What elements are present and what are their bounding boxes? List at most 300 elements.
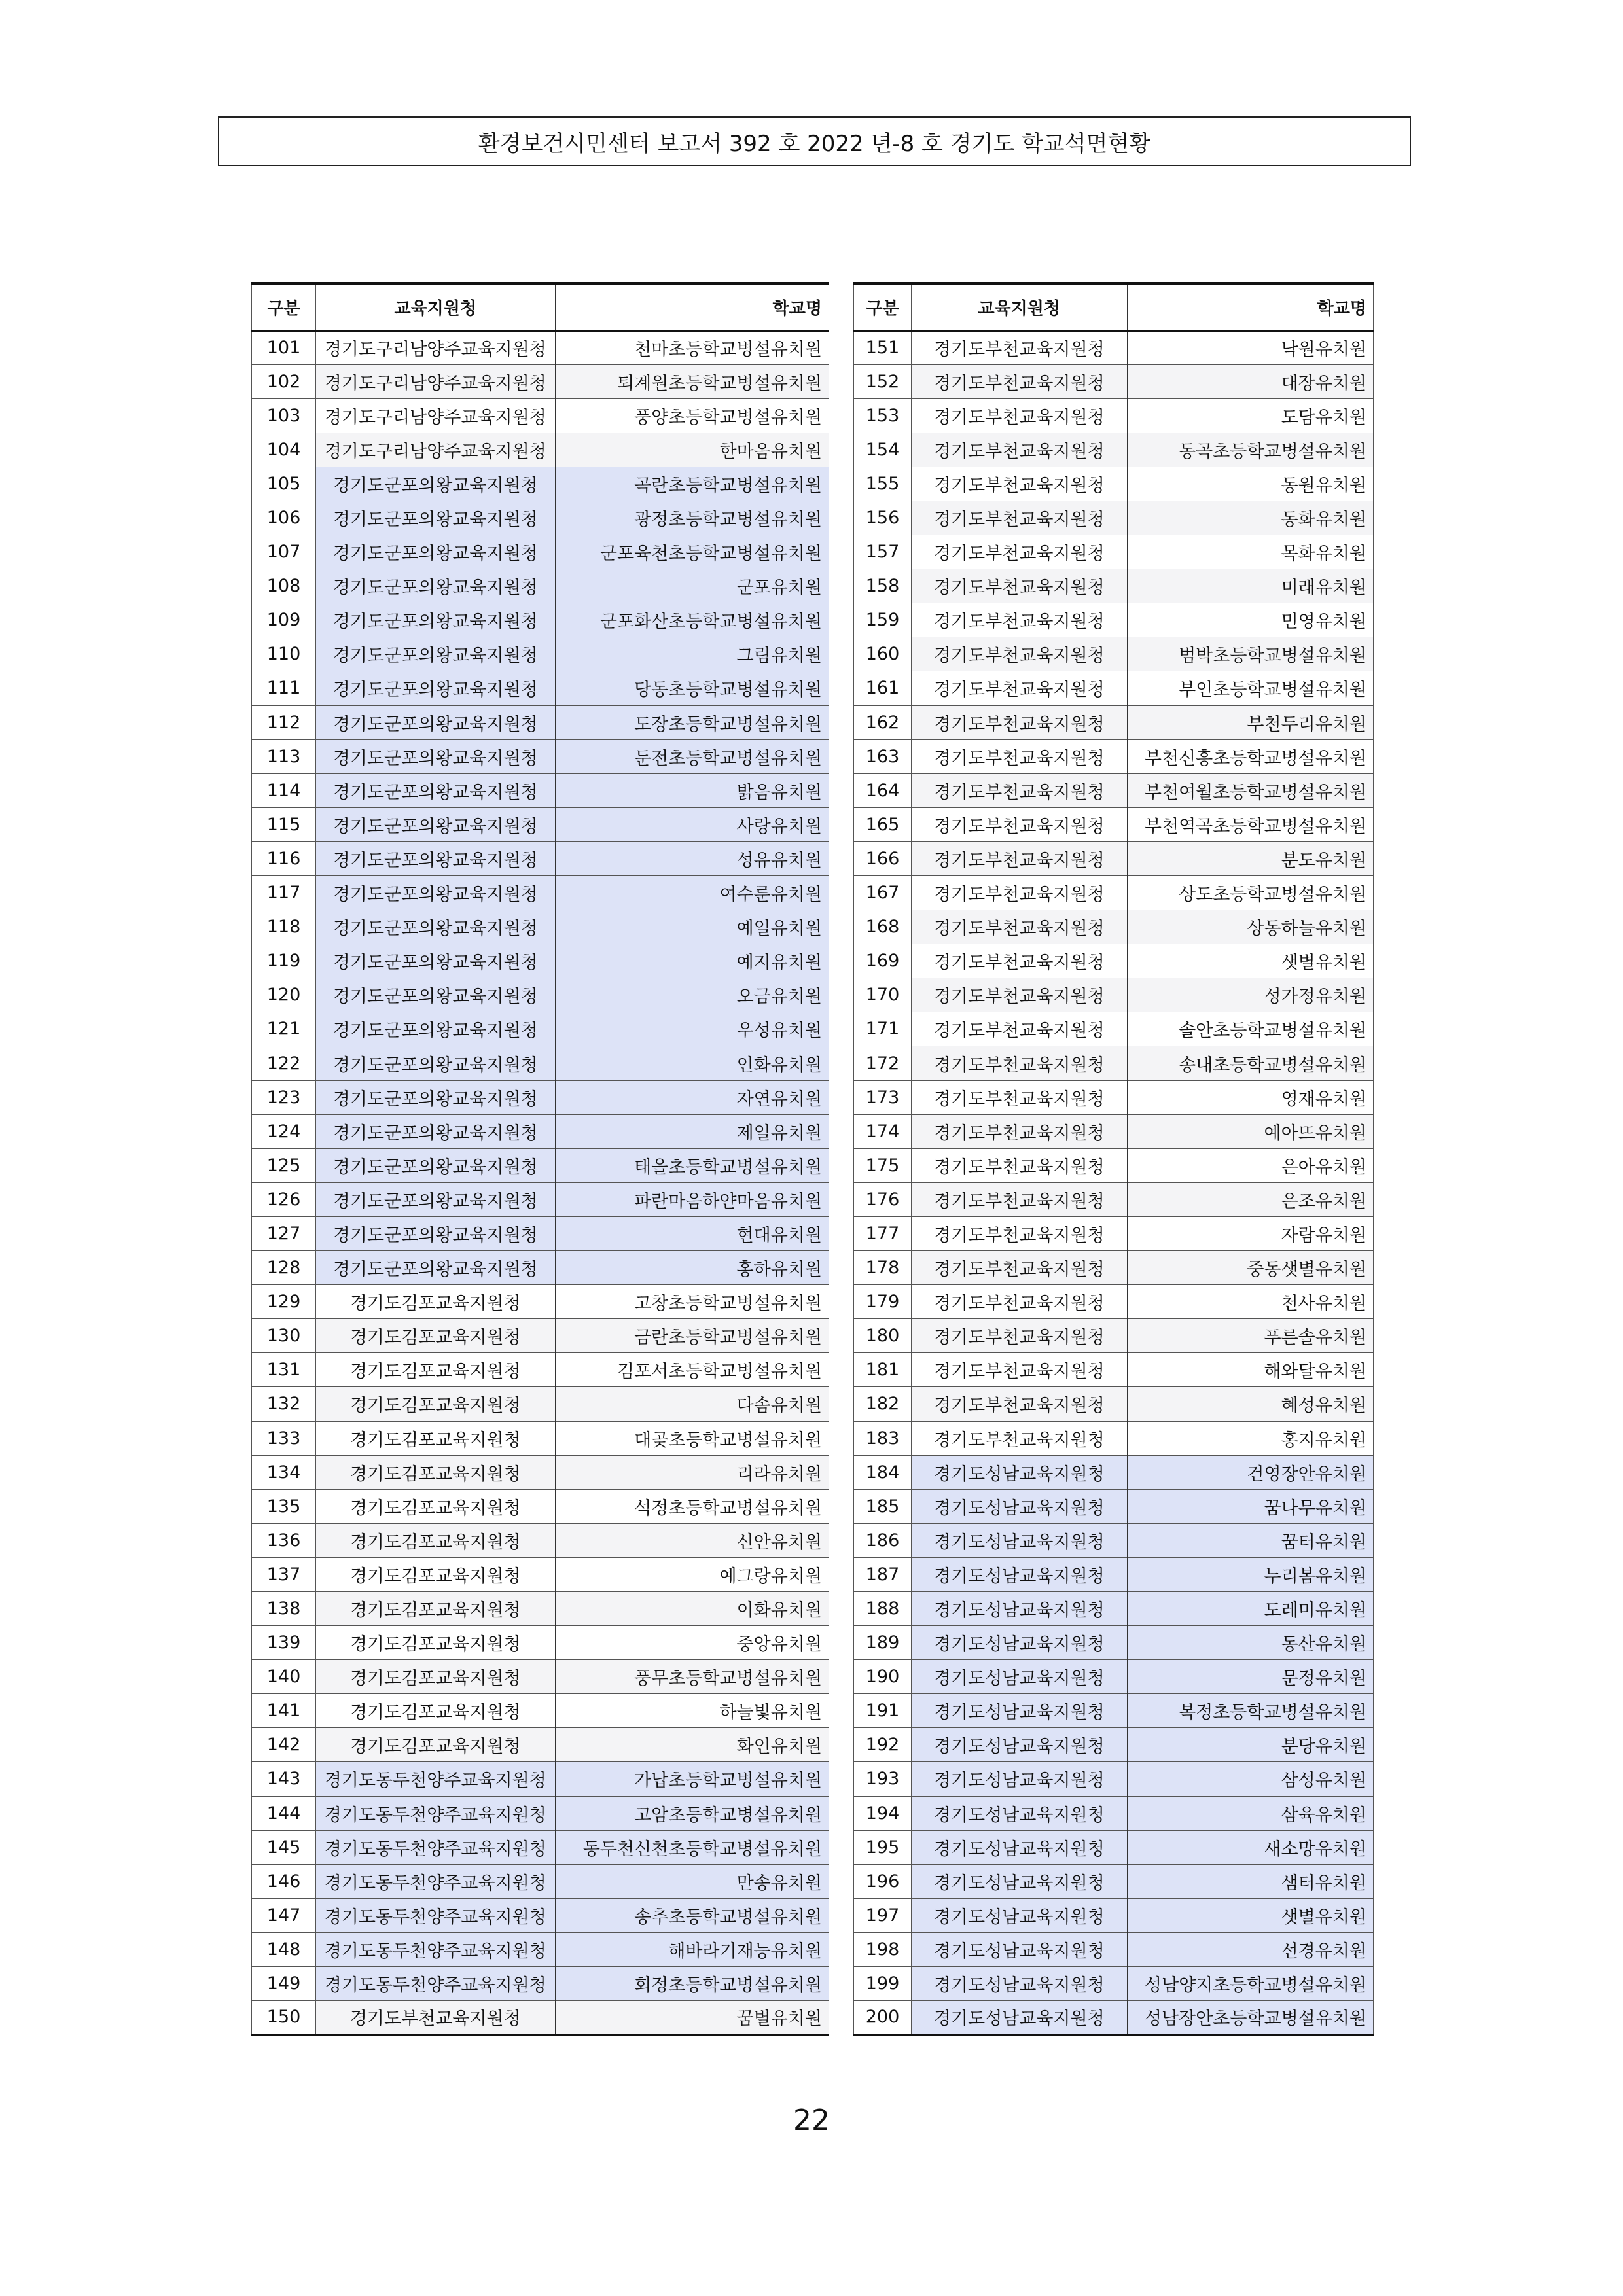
table-row (854, 1660, 1374, 1694)
row-school: 도담유치원 (1128, 398, 1374, 433)
table-row (854, 1012, 1374, 1046)
table-row (252, 944, 829, 978)
row-number: 152 (854, 364, 912, 398)
row-office: 경기도부천교육지원청 (912, 671, 1128, 705)
table-row (854, 671, 1374, 705)
row-number: 196 (854, 1864, 912, 1898)
row-number: 164 (854, 773, 912, 807)
row-school: 송추초등학교병설유치원 (556, 1898, 829, 1932)
row-office: 경기도성남교육지원청 (912, 1932, 1128, 1966)
row-school: 당동초등학교병설유치원 (556, 671, 829, 705)
row-number: 185 (854, 1489, 912, 1523)
row-school: 인화유치원 (556, 1046, 829, 1080)
row-school: 복정초등학교병설유치원 (1128, 1694, 1374, 1728)
row-school: 솔안초등학교병설유치원 (1128, 1012, 1374, 1046)
row-school: 문정유치원 (1128, 1660, 1374, 1694)
row-number: 188 (854, 1591, 912, 1625)
row-number: 123 (252, 1080, 316, 1114)
table-row (854, 1489, 1374, 1523)
row-school: 그림유치원 (556, 637, 829, 671)
row-office: 경기도군포의왕교육지원청 (316, 944, 556, 978)
table-row (854, 1728, 1374, 1762)
table-row (252, 1285, 829, 1319)
row-number: 141 (252, 1694, 316, 1728)
row-office: 경기도성남교육지원청 (912, 1898, 1128, 1932)
table-row (252, 1353, 829, 1387)
row-number: 180 (854, 1319, 912, 1353)
table-row (854, 1114, 1374, 1148)
row-office: 경기도부천교육지원청 (912, 739, 1128, 773)
row-number: 130 (252, 1319, 316, 1353)
row-number: 174 (854, 1114, 912, 1148)
row-school: 여수룬유치원 (556, 876, 829, 910)
table-row (854, 398, 1374, 433)
row-office: 경기도동두천양주교육지원청 (316, 1762, 556, 1796)
row-office: 경기도부천교육지원청 (912, 603, 1128, 637)
school-table-left (251, 282, 829, 2036)
row-school: 오금유치원 (556, 978, 829, 1012)
row-office: 경기도부천교육지원청 (912, 1353, 1128, 1387)
row-number: 138 (252, 1591, 316, 1625)
table-row (854, 1796, 1374, 1830)
row-number: 118 (252, 910, 316, 944)
table-row (252, 1898, 829, 1932)
row-office: 경기도군포의왕교육지원청 (316, 773, 556, 807)
row-number: 150 (252, 2001, 316, 2035)
page-number: 22 (793, 2104, 830, 2137)
row-office: 경기도성남교육지원청 (912, 1455, 1128, 1489)
row-office: 경기도군포의왕교육지원청 (316, 637, 556, 671)
row-school: 대곶초등학교병설유치원 (556, 1421, 829, 1455)
row-number: 128 (252, 1251, 316, 1285)
row-number: 159 (854, 603, 912, 637)
row-office: 경기도김포교육지원청 (316, 1591, 556, 1625)
table-row (252, 1455, 829, 1489)
table-row (854, 1046, 1374, 1080)
table-row (252, 467, 829, 501)
row-school: 신안유치원 (556, 1523, 829, 1557)
row-school: 영재유치원 (1128, 1080, 1374, 1114)
row-number: 112 (252, 705, 316, 739)
row-office: 경기도부천교육지원청 (912, 398, 1128, 433)
row-school: 다솜유치원 (556, 1387, 829, 1421)
row-office: 경기도군포의왕교육지원청 (316, 671, 556, 705)
row-office: 경기도김포교육지원청 (316, 1353, 556, 1387)
row-school: 홍지유치원 (1128, 1421, 1374, 1455)
table-row (252, 1694, 829, 1728)
table-row (252, 671, 829, 705)
row-number: 160 (854, 637, 912, 671)
row-school: 성남장안초등학교병설유치원 (1128, 2001, 1374, 2035)
row-number: 191 (854, 1694, 912, 1728)
row-school: 꿈터유치원 (1128, 1523, 1374, 1557)
row-number: 117 (252, 876, 316, 910)
row-number: 166 (854, 841, 912, 875)
table-row (854, 1455, 1374, 1489)
row-school: 군포화산초등학교병설유치원 (556, 603, 829, 637)
row-school: 자람유치원 (1128, 1216, 1374, 1250)
row-office: 경기도김포교육지원청 (316, 1694, 556, 1728)
row-number: 132 (252, 1387, 316, 1421)
row-office: 경기도김포교육지원청 (316, 1557, 556, 1591)
row-number: 173 (854, 1080, 912, 1114)
row-school: 선경유치원 (1128, 1932, 1374, 1966)
row-school: 상도초등학교병설유치원 (1128, 876, 1374, 910)
row-office: 경기도군포의왕교육지원청 (316, 1012, 556, 1046)
table-row (252, 2001, 829, 2035)
row-school: 꿈나무유치원 (1128, 1489, 1374, 1523)
table-row (854, 1421, 1374, 1455)
row-office: 경기도성남교육지원청 (912, 1523, 1128, 1557)
row-school: 군포유치원 (556, 569, 829, 603)
row-office: 경기도성남교육지원청 (912, 1591, 1128, 1625)
table-row (252, 1080, 829, 1114)
row-school: 김포서초등학교병설유치원 (556, 1353, 829, 1387)
col-header-no: 구분 (854, 283, 912, 330)
row-number: 194 (854, 1796, 912, 1830)
table-row (252, 569, 829, 603)
row-number: 107 (252, 535, 316, 569)
row-number: 169 (854, 944, 912, 978)
row-number: 193 (854, 1762, 912, 1796)
row-school: 예지유치원 (556, 944, 829, 978)
table-row (854, 433, 1374, 467)
row-number: 103 (252, 398, 316, 433)
row-office: 경기도김포교육지원청 (316, 1728, 556, 1762)
col-header-office: 교육지원청 (912, 283, 1128, 330)
row-number: 199 (854, 1967, 912, 2001)
table-row (854, 1080, 1374, 1114)
row-number: 110 (252, 637, 316, 671)
table-row (252, 398, 829, 433)
row-number: 184 (854, 1455, 912, 1489)
table-row (854, 603, 1374, 637)
row-number: 190 (854, 1660, 912, 1694)
row-school: 중동샛별유치원 (1128, 1251, 1374, 1285)
row-office: 경기도김포교육지원청 (316, 1319, 556, 1353)
row-school: 부천여월초등학교병설유치원 (1128, 773, 1374, 807)
row-office: 경기도부천교육지원청 (912, 1046, 1128, 1080)
row-number: 119 (252, 944, 316, 978)
row-office: 경기도김포교육지원청 (316, 1387, 556, 1421)
row-school: 도장초등학교병설유치원 (556, 705, 829, 739)
table-row (252, 1932, 829, 1966)
table-row (854, 364, 1374, 398)
row-office: 경기도부천교육지원청 (912, 501, 1128, 535)
table-row (252, 433, 829, 467)
table-row (854, 1864, 1374, 1898)
row-office: 경기도성남교육지원청 (912, 1694, 1128, 1728)
row-school: 성유유치원 (556, 841, 829, 875)
row-school: 석정초등학교병설유치원 (556, 1489, 829, 1523)
row-number: 133 (252, 1421, 316, 1455)
row-office: 경기도구리남양주교육지원청 (316, 398, 556, 433)
row-school: 하늘빛유치원 (556, 1694, 829, 1728)
row-office: 경기도군포의왕교육지원청 (316, 535, 556, 569)
row-school: 새소망유치원 (1128, 1830, 1374, 1864)
row-number: 178 (854, 1251, 912, 1285)
table-row (252, 705, 829, 739)
row-office: 경기도군포의왕교육지원청 (316, 1148, 556, 1182)
row-number: 165 (854, 807, 912, 841)
table-row (252, 501, 829, 535)
row-office: 경기도성남교육지원청 (912, 1557, 1128, 1591)
row-office: 경기도군포의왕교육지원청 (316, 739, 556, 773)
row-number: 137 (252, 1557, 316, 1591)
table-row (252, 364, 829, 398)
table-row (252, 330, 829, 364)
row-school: 낙원유치원 (1128, 330, 1374, 364)
table-row (252, 739, 829, 773)
row-office: 경기도군포의왕교육지원청 (316, 1114, 556, 1148)
row-number: 114 (252, 773, 316, 807)
row-number: 136 (252, 1523, 316, 1557)
table-row (854, 1557, 1374, 1591)
table-row (252, 807, 829, 841)
table-row (854, 535, 1374, 569)
row-office: 경기도김포교육지원청 (316, 1421, 556, 1455)
row-school: 예일유치원 (556, 910, 829, 944)
table-row (854, 1626, 1374, 1660)
row-school: 해와달유치원 (1128, 1353, 1374, 1387)
row-number: 122 (252, 1046, 316, 1080)
row-number: 120 (252, 978, 316, 1012)
row-office: 경기도동두천양주교육지원청 (316, 1967, 556, 2001)
table-row (854, 1694, 1374, 1728)
row-school: 중앙유치원 (556, 1626, 829, 1660)
row-office: 경기도군포의왕교육지원청 (316, 705, 556, 739)
row-office: 경기도성남교육지원청 (912, 1830, 1128, 1864)
table-row (854, 1762, 1374, 1796)
row-school: 태을초등학교병설유치원 (556, 1148, 829, 1182)
row-office: 경기도김포교육지원청 (316, 1523, 556, 1557)
table-row (252, 773, 829, 807)
row-school: 이화유치원 (556, 1591, 829, 1625)
table-row (252, 1762, 829, 1796)
row-number: 102 (252, 364, 316, 398)
row-number: 111 (252, 671, 316, 705)
table-row (252, 1557, 829, 1591)
row-school: 부천역곡초등학교병설유치원 (1128, 807, 1374, 841)
row-school: 예그랑유치원 (556, 1557, 829, 1591)
table-row (252, 1489, 829, 1523)
row-school: 꿈별유치원 (556, 2001, 829, 2035)
row-office: 경기도부천교육지원청 (912, 1216, 1128, 1250)
row-number: 158 (854, 569, 912, 603)
row-office: 경기도군포의왕교육지원청 (316, 603, 556, 637)
table-row (854, 739, 1374, 773)
table-row (252, 1251, 829, 1285)
row-school: 사랑유치원 (556, 807, 829, 841)
row-office: 경기도성남교육지원청 (912, 1489, 1128, 1523)
table-row (854, 978, 1374, 1012)
row-office: 경기도성남교육지원청 (912, 1660, 1128, 1694)
col-header-school: 학교명 (556, 283, 829, 330)
row-number: 198 (854, 1932, 912, 1966)
row-office: 경기도김포교육지원청 (316, 1455, 556, 1489)
row-number: 121 (252, 1012, 316, 1046)
row-school: 분당유치원 (1128, 1728, 1374, 1762)
row-office: 경기도부천교육지원청 (912, 1387, 1128, 1421)
table-row (854, 1591, 1374, 1625)
table-row (252, 841, 829, 875)
row-school: 풍양초등학교병설유치원 (556, 398, 829, 433)
row-number: 134 (252, 1455, 316, 1489)
table-row (854, 1932, 1374, 1966)
row-number: 106 (252, 501, 316, 535)
table-row (854, 330, 1374, 364)
table-row (854, 1148, 1374, 1182)
row-number: 182 (854, 1387, 912, 1421)
table-row (252, 1864, 829, 1898)
row-number: 109 (252, 603, 316, 637)
row-school: 도레미유치원 (1128, 1591, 1374, 1625)
table-row (252, 637, 829, 671)
table-row (854, 876, 1374, 910)
row-number: 125 (252, 1148, 316, 1182)
row-office: 경기도동두천양주교육지원청 (316, 1830, 556, 1864)
row-office: 경기도군포의왕교육지원청 (316, 841, 556, 875)
table-row (854, 705, 1374, 739)
row-number: 148 (252, 1932, 316, 1966)
table-row (854, 1319, 1374, 1353)
table-header-row (252, 283, 829, 330)
report-header (218, 116, 1411, 166)
table-body-right (854, 330, 1374, 2035)
row-school: 고창초등학교병설유치원 (556, 1285, 829, 1319)
table-row (252, 1182, 829, 1216)
row-school: 샘터유치원 (1128, 1864, 1374, 1898)
row-school: 건영장안유치원 (1128, 1455, 1374, 1489)
row-school: 곡란초등학교병설유치원 (556, 467, 829, 501)
row-office: 경기도군포의왕교육지원청 (316, 1182, 556, 1216)
row-office: 경기도군포의왕교육지원청 (316, 501, 556, 535)
row-school: 부인초등학교병설유치원 (1128, 671, 1374, 705)
table-row (252, 876, 829, 910)
row-office: 경기도부천교육지원청 (912, 807, 1128, 841)
row-school: 샛별유치원 (1128, 1898, 1374, 1932)
row-office: 경기도부천교육지원청 (912, 944, 1128, 978)
table-row (252, 1626, 829, 1660)
row-school: 파란마음하얀마음유치원 (556, 1182, 829, 1216)
report-title: 환경보건시민센터 보고서 392 호 2022 년-8 호 경기도 학교석면현황 (478, 130, 1151, 157)
row-office: 경기도부천교육지원청 (912, 535, 1128, 569)
row-office: 경기도동두천양주교육지원청 (316, 1898, 556, 1932)
row-number: 181 (854, 1353, 912, 1387)
row-office: 경기도동두천양주교육지원청 (316, 1864, 556, 1898)
row-school: 화인유치원 (556, 1728, 829, 1762)
row-school: 만송유치원 (556, 1864, 829, 1898)
col-header-office: 교육지원청 (316, 283, 556, 330)
table-row (854, 910, 1374, 944)
row-school: 은아유치원 (1128, 1148, 1374, 1182)
table-row (252, 1148, 829, 1182)
row-office: 경기도부천교육지원청 (912, 1182, 1128, 1216)
row-office: 경기도김포교육지원청 (316, 1489, 556, 1523)
row-office: 경기도구리남양주교육지원청 (316, 433, 556, 467)
row-number: 167 (854, 876, 912, 910)
table-row (854, 569, 1374, 603)
row-number: 170 (854, 978, 912, 1012)
table-row (252, 1319, 829, 1353)
row-school: 리라유치원 (556, 1455, 829, 1489)
row-school: 해바라기재능유치원 (556, 1932, 829, 1966)
row-number: 179 (854, 1285, 912, 1319)
row-office: 경기도성남교육지원청 (912, 2001, 1128, 2035)
row-school: 우성유치원 (556, 1012, 829, 1046)
row-number: 187 (854, 1557, 912, 1591)
row-number: 186 (854, 1523, 912, 1557)
row-number: 189 (854, 1626, 912, 1660)
row-office: 경기도부천교육지원청 (912, 467, 1128, 501)
row-school: 송내초등학교병설유치원 (1128, 1046, 1374, 1080)
table-row (854, 1387, 1374, 1421)
row-office: 경기도군포의왕교육지원청 (316, 876, 556, 910)
row-school: 동곡초등학교병설유치원 (1128, 433, 1374, 467)
row-office: 경기도성남교육지원청 (912, 1762, 1128, 1796)
row-number: 151 (854, 330, 912, 364)
table-row (252, 1591, 829, 1625)
row-office: 경기도군포의왕교육지원청 (316, 910, 556, 944)
row-office: 경기도김포교육지원청 (316, 1660, 556, 1694)
table-row (252, 1046, 829, 1080)
row-number: 116 (252, 841, 316, 875)
table-row (854, 1898, 1374, 1932)
row-school: 동화유치원 (1128, 501, 1374, 535)
row-number: 105 (252, 467, 316, 501)
row-number: 108 (252, 569, 316, 603)
row-number: 162 (854, 705, 912, 739)
table-row (854, 773, 1374, 807)
row-school: 회정초등학교병설유치원 (556, 1967, 829, 2001)
row-number: 142 (252, 1728, 316, 1762)
row-office: 경기도구리남양주교육지원청 (316, 364, 556, 398)
row-school: 동두천신천초등학교병설유치원 (556, 1830, 829, 1864)
row-school: 목화유치원 (1128, 535, 1374, 569)
row-school: 미래유치원 (1128, 569, 1374, 603)
row-number: 195 (854, 1830, 912, 1864)
table-row (854, 1251, 1374, 1285)
row-office: 경기도성남교육지원청 (912, 1864, 1128, 1898)
row-number: 144 (252, 1796, 316, 1830)
table-row (854, 1523, 1374, 1557)
row-office: 경기도부천교육지원청 (912, 1114, 1128, 1148)
table-row (252, 1796, 829, 1830)
row-office: 경기도부천교육지원청 (912, 705, 1128, 739)
table-row (252, 910, 829, 944)
row-office: 경기도부천교육지원청 (912, 433, 1128, 467)
row-number: 113 (252, 739, 316, 773)
row-office: 경기도부천교육지원청 (912, 637, 1128, 671)
row-school: 동산유치원 (1128, 1626, 1374, 1660)
row-office: 경기도군포의왕교육지원청 (316, 978, 556, 1012)
row-number: 171 (854, 1012, 912, 1046)
row-office: 경기도부천교육지원청 (912, 1421, 1128, 1455)
row-number: 115 (252, 807, 316, 841)
row-office: 경기도구리남양주교육지원청 (316, 330, 556, 364)
row-number: 153 (854, 398, 912, 433)
table-header-row (854, 283, 1374, 330)
col-header-school: 학교명 (1128, 283, 1374, 330)
row-number: 146 (252, 1864, 316, 1898)
row-number: 101 (252, 330, 316, 364)
row-office: 경기도군포의왕교육지원청 (316, 807, 556, 841)
row-school: 퇴계원초등학교병설유치원 (556, 364, 829, 398)
table-row (854, 637, 1374, 671)
table-row (252, 1012, 829, 1046)
row-school: 금란초등학교병설유치원 (556, 1319, 829, 1353)
table-row (854, 807, 1374, 841)
